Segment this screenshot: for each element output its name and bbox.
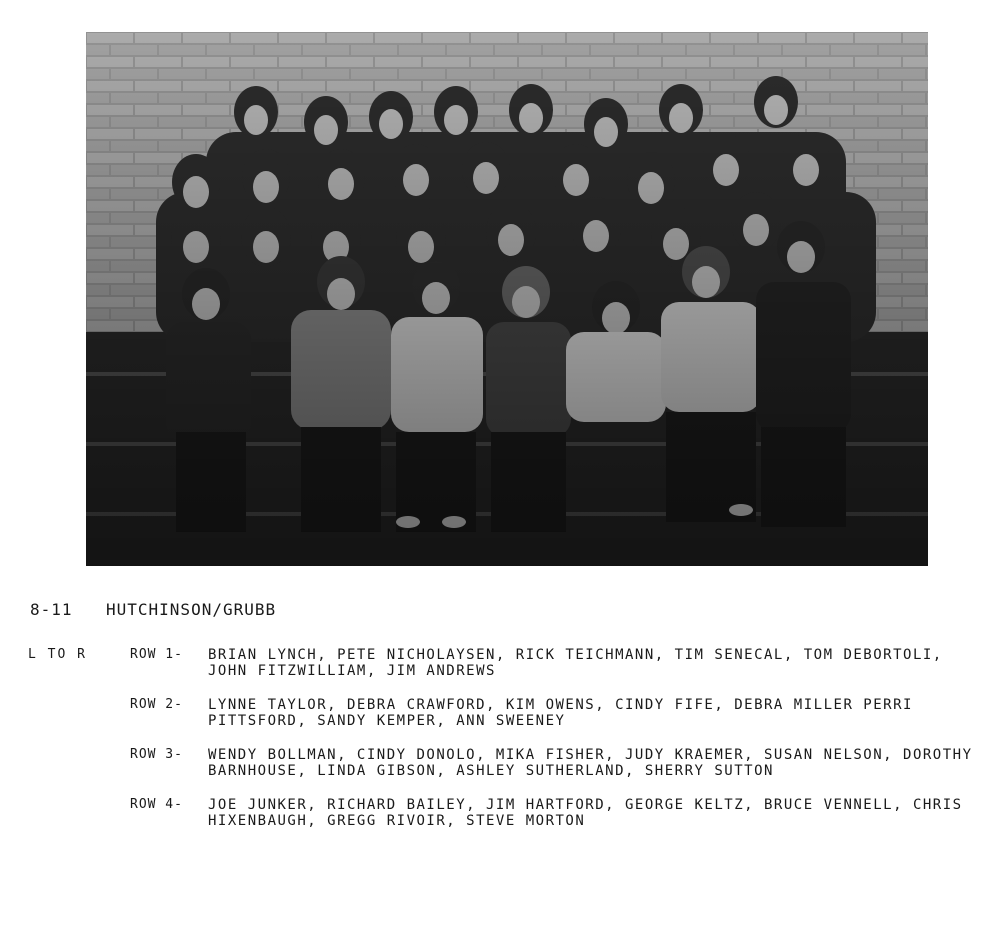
row-label: ROW 4- [130, 797, 183, 812]
class-heading [30, 600, 276, 619]
row-label: ROW 1- [130, 647, 183, 662]
teacher-names: HUTCHINSON/GRUBB [106, 600, 277, 619]
row-label: ROW 3- [130, 747, 183, 762]
direction-label: L TO R [28, 647, 87, 662]
row-names: LYNNE TAYLOR, DEBRA CRAWFORD, KIM OWENS, CINDY FIFE, DEBRA MILLER PERRI PITTSFORD, SANDY KEMPER, ANN SWEENEY [208, 697, 913, 729]
row-names: BRIAN LYNCH, PETE NICHOLAYSEN, RICK TEICHMANN, TIM SENECAL, TOM DEBORTOLI, JOHN FITZWILLIAM, JIM ANDREWS [208, 647, 943, 679]
class-photo [86, 32, 928, 566]
name-rows [130, 647, 975, 847]
row-label: ROW 2- [130, 697, 183, 712]
row-names: JOE JUNKER, RICHARD BAILEY, JIM HARTFORD, GEORGE KELTZ, BRUCE VENNELL, CHRIS HIXENBAUGH, GREGG RIVOIR, STEVE MORTON [208, 797, 963, 829]
row-names: WENDY BOLLMAN, CINDY DONOLO, MIKA FISHER, JUDY KRAEMER, SUSAN NELSON, DOROTHY BARNHOUSE, LINDA GIBSON, ASHLEY SUTHERLAND, SHERRY SUTTON [208, 747, 973, 779]
row-2 [130, 697, 975, 729]
row-4 [130, 797, 975, 829]
row-3 [130, 747, 975, 779]
class-code: 8-11 [30, 600, 73, 619]
row-1 [130, 647, 975, 679]
